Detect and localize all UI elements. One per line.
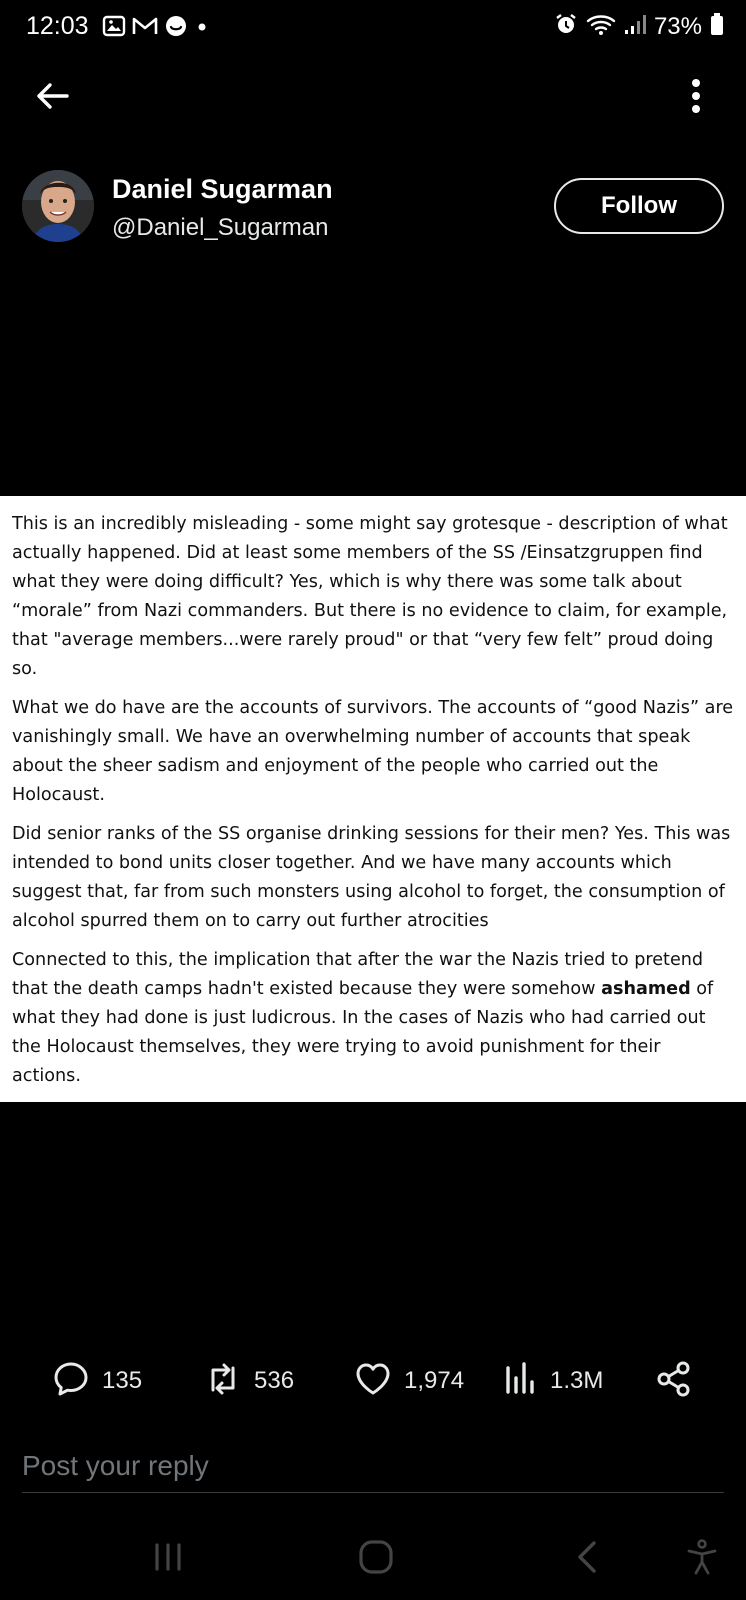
alarm-icon (554, 12, 578, 41)
arrow-left-icon (35, 82, 69, 115)
battery-percent: 73% (653, 12, 702, 40)
post-paragraph: Did senior ranks of the SS organise drinking sessions for their men? Yes. This was intended to bond units closer together. And we have many accounts which suggest that, far from such monsters using alcohol to forget, the consumption of alcohol spurred them on to carry out further atrocities (12, 824, 731, 931)
user-handle[interactable]: @Daniel_Sugarman (112, 214, 329, 241)
like-count: 1,974 (404, 1367, 465, 1394)
status-time: 12:03 (26, 12, 89, 40)
accessibility-icon (686, 1539, 718, 1580)
signal-icon (624, 12, 646, 41)
gallery-icon (102, 14, 126, 43)
repost-button[interactable] (204, 1356, 294, 1406)
views-count: 1.3M (550, 1367, 604, 1394)
dot-icon (194, 14, 210, 43)
avatar[interactable] (22, 170, 94, 242)
repost-icon (204, 1360, 242, 1403)
post-text: of what they had done is just ludicrous. In the cases of Nazis who had carried out the Holocaust themselves, they were trying to avoid punishment for their actions. (12, 979, 714, 1086)
wifi-icon (586, 12, 616, 41)
back-button[interactable] (30, 76, 74, 120)
reply-button[interactable] (52, 1356, 142, 1406)
engagement-bar (0, 1356, 746, 1406)
home-icon (358, 1539, 394, 1580)
post-paragraph: What we do have are the accounts of survivors. The accounts of “good Nazis” are vanishingly small. We have an overwhelming number of accounts that speak about the sheer sadism and enjoyment of the people who carried out the Holocaust. (12, 698, 734, 805)
share-button[interactable] (656, 1356, 692, 1406)
heart-icon (354, 1360, 392, 1403)
more-vertical-icon (691, 78, 701, 119)
face-icon (164, 14, 188, 43)
battery-icon (710, 12, 724, 41)
comment-icon (52, 1360, 90, 1403)
display-name[interactable]: Daniel Sugarman (112, 174, 333, 204)
status-bar (0, 0, 746, 56)
system-back-button[interactable] (572, 1536, 602, 1582)
home-button[interactable] (354, 1536, 398, 1582)
post-text-bold: ashamed (601, 979, 691, 999)
views-button[interactable] (504, 1356, 603, 1406)
system-nav-bar (0, 1536, 746, 1582)
recents-icon (152, 1541, 184, 1578)
bar-chart-icon (504, 1360, 538, 1403)
post-image[interactable] (0, 496, 746, 1102)
gmail-icon (132, 14, 158, 43)
back-icon (574, 1540, 600, 1579)
like-button[interactable] (354, 1356, 464, 1406)
post-paragraph: This is an incredibly misleading - some might say grotesque - description of what actually happened. Did at least some members of the SS /Einsatzgruppen find what they were doing difficult? Yes, which is why there was some talk about “morale” from Nazi commanders. But there is no evidence to claim, for example, that "average members...were rarely proud" or that “very few felt” proud doing so. (12, 514, 728, 679)
share-icon (656, 1360, 692, 1403)
status-right-icons (554, 12, 724, 41)
accessibility-button[interactable] (684, 1536, 720, 1582)
post-text: Connected to this, the implication that after the war the Nazis tried to pretend that the death camps hadn't existed because they were somehow (12, 950, 704, 999)
reply-input[interactable] (22, 1440, 724, 1493)
recents-button[interactable] (148, 1536, 188, 1582)
post-paragraph (12, 946, 734, 1091)
status-left-icons (102, 14, 210, 43)
repost-count: 536 (254, 1367, 295, 1394)
reply-count: 135 (102, 1367, 143, 1394)
follow-button[interactable]: Follow (554, 178, 724, 234)
more-options-button[interactable] (684, 76, 708, 120)
